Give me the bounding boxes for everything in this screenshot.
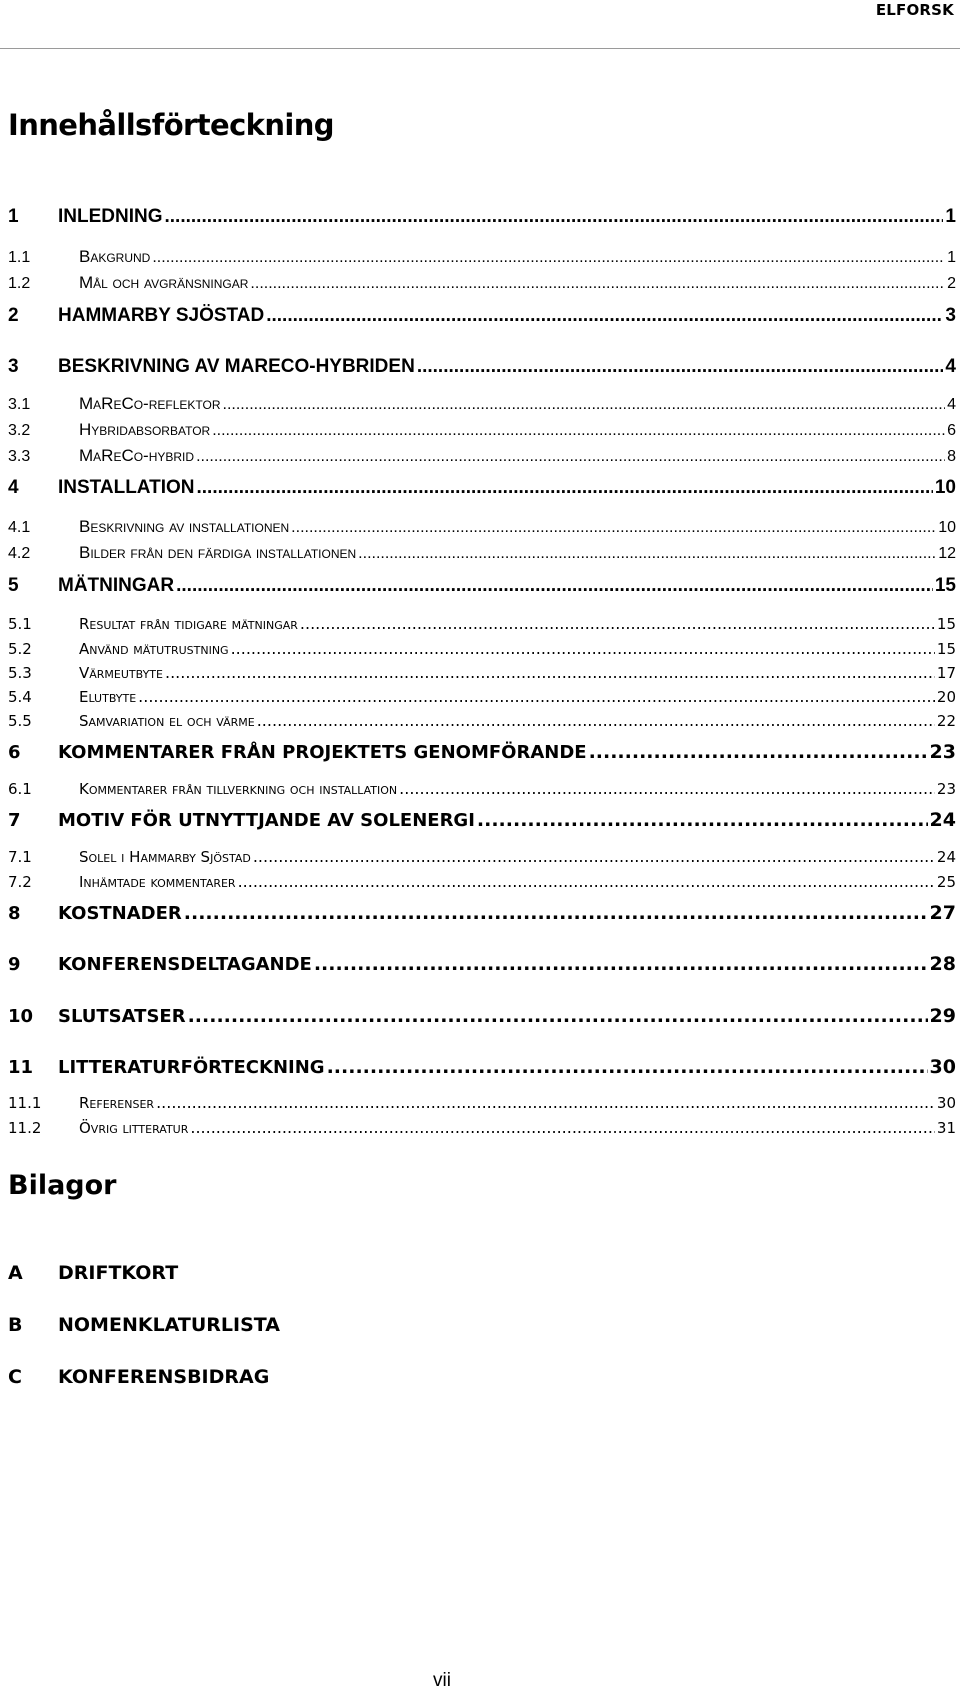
toc-label: Övrig litteratur: [79, 1119, 189, 1137]
toc-label: MOTIV FÖR UTNYTTJANDE AV SOLENERGI: [58, 810, 475, 831]
toc-label: SLUTSATSER: [58, 1006, 186, 1027]
toc-page: 27: [929, 902, 956, 924]
appendix-label: KONFERENSBIDRAG: [58, 1366, 270, 1388]
toc-label: Bilder från den färdiga installationen: [79, 543, 357, 562]
toc-page: 20: [936, 688, 956, 706]
toc-number: 7.2: [8, 873, 32, 891]
toc-leader: [138, 687, 935, 706]
toc-entry[interactable]: [8, 247, 956, 273]
toc-entry[interactable]: [8, 477, 956, 503]
toc-entry[interactable]: [8, 847, 956, 873]
toc-page: 6: [947, 422, 956, 439]
toc-leader: [399, 779, 935, 798]
toc-leader: [197, 477, 933, 499]
toc-leader: [477, 809, 928, 831]
appendices-title: Bilagor: [8, 1170, 117, 1201]
toc-leader: [231, 639, 935, 658]
toc-page: 17: [936, 664, 956, 682]
toc-entry[interactable]: [8, 206, 956, 232]
toc-entry[interactable]: [8, 639, 956, 665]
toc-label: Hybridabsorbator: [79, 420, 211, 439]
toc-leader: [188, 1005, 928, 1027]
toc-label: MaReCo-reflektor: [79, 394, 221, 413]
toc-page: 3: [945, 305, 956, 326]
toc-number: 11.1: [8, 1094, 42, 1112]
toc-leader: [291, 519, 936, 537]
toc-number: 3.2: [8, 422, 31, 439]
toc-entry[interactable]: [8, 687, 956, 713]
toc-page: 28: [929, 953, 956, 975]
toc-page: 15: [934, 575, 956, 596]
appendix-letter: B: [8, 1314, 23, 1336]
toc-leader: [250, 275, 945, 293]
toc-number: 7.1: [8, 848, 32, 866]
toc-entry[interactable]: [8, 711, 956, 737]
toc-number: 3.3: [8, 448, 31, 465]
toc-label: MaReCo-hybrid: [79, 446, 195, 465]
toc-number: 5.5: [8, 712, 32, 730]
toc-leader: [184, 902, 928, 924]
toc-label: Samvariation el och värme: [79, 712, 255, 730]
toc-number: 5: [8, 575, 19, 596]
toc-label: Kommentarer från tillverkning och installation: [79, 780, 398, 798]
header-brand: ELFORSK: [875, 1, 954, 19]
toc-label: LITTERATURFÖRTECKNING: [58, 1057, 325, 1078]
toc-number: 5.3: [8, 664, 32, 682]
toc-number: 5.2: [8, 640, 32, 658]
toc-label: BESKRIVNING AV MARECO-HYBRIDEN: [58, 356, 415, 377]
toc-leader: [156, 1093, 935, 1112]
toc-page: 30: [929, 1056, 956, 1078]
toc-number: 11.2: [8, 1119, 42, 1137]
toc-number: 11: [8, 1057, 34, 1078]
toc-entry[interactable]: [8, 779, 956, 805]
toc-entry[interactable]: [8, 273, 956, 299]
appendix-letter: C: [8, 1366, 22, 1388]
toc-number: 4: [8, 477, 19, 498]
toc-page: 29: [929, 1005, 956, 1027]
toc-page: 22: [936, 712, 956, 730]
toc-page: 12: [938, 545, 956, 562]
toc-number: 3: [8, 356, 19, 377]
toc-page: 2: [947, 275, 956, 292]
appendix-item[interactable]: [8, 1366, 269, 1388]
toc-leader: [300, 614, 935, 633]
toc-page: 1: [945, 206, 956, 227]
toc-entry[interactable]: [8, 902, 956, 928]
toc-number: 6: [8, 742, 21, 763]
toc-page: 15: [936, 615, 956, 633]
toc-entry[interactable]: [8, 420, 956, 446]
toc-page: 10: [934, 477, 956, 498]
toc-leader: [152, 249, 945, 267]
toc-label: Elutbyte: [79, 688, 137, 706]
toc-entry[interactable]: [8, 809, 956, 835]
toc-entry[interactable]: [8, 872, 956, 898]
toc-page: 24: [929, 809, 956, 831]
page-title: Innehållsförteckning: [8, 108, 334, 142]
toc-number: 9: [8, 954, 21, 975]
toc-page: 23: [929, 741, 956, 763]
page-number: vii: [433, 1670, 451, 1691]
toc-label: Referenser: [79, 1094, 155, 1112]
toc-label: KOSTNADER: [58, 903, 182, 924]
toc-entry[interactable]: [8, 1005, 956, 1031]
toc-leader: [358, 545, 936, 563]
toc-label: KOMMENTARER FRÅN PROJEKTETS GENOMFÖRANDE: [58, 742, 587, 763]
toc-entry[interactable]: [8, 305, 956, 331]
toc-label: Solel i Hammarby Sjöstad: [79, 848, 251, 866]
toc-label: INSTALLATION: [58, 477, 195, 498]
toc-number: 5.1: [8, 615, 32, 633]
toc-leader: [165, 206, 944, 228]
toc-label: Inhämtade kommentarer: [79, 873, 236, 891]
toc-entry[interactable]: [8, 614, 956, 640]
toc-entry[interactable]: [8, 517, 956, 543]
toc-label: KONFERENSDELTAGANDE: [58, 954, 312, 975]
appendix-letter: A: [8, 1262, 23, 1284]
toc-leader: [190, 1118, 935, 1137]
toc-label: INLEDNING: [58, 206, 163, 227]
toc-label: Mål och avgränsningar: [79, 273, 249, 292]
toc-entry[interactable]: [8, 741, 956, 767]
toc-entry[interactable]: [8, 1093, 956, 1119]
toc-leader: [327, 1056, 928, 1078]
toc-page: 15: [936, 640, 956, 658]
toc-leader: [196, 448, 945, 466]
toc-number: 4.1: [8, 519, 31, 536]
toc-leader: [212, 422, 945, 440]
toc-page: 4: [947, 396, 956, 413]
toc-leader: [223, 396, 946, 414]
toc-number: 1.2: [8, 275, 31, 292]
toc-page: 31: [936, 1119, 956, 1137]
toc-page: 30: [936, 1094, 956, 1112]
appendix-label: NOMENKLATURLISTA: [58, 1314, 280, 1336]
toc-entry[interactable]: [8, 663, 956, 689]
toc-leader: [589, 741, 928, 763]
toc-page: 1: [947, 249, 956, 266]
toc-number: 5.4: [8, 688, 32, 706]
toc-label: Värmeutbyte: [79, 664, 163, 682]
toc-leader: [314, 953, 928, 975]
toc-label: Beskrivning av installationen: [79, 517, 290, 536]
toc-label: MÄTNINGAR: [58, 575, 175, 596]
toc-page: 25: [936, 873, 956, 891]
toc-leader: [238, 872, 935, 891]
toc-leader: [253, 847, 935, 866]
appendix-label: DRIFTKORT: [58, 1262, 179, 1284]
toc-entry[interactable]: [8, 1056, 956, 1082]
toc-leader: [165, 663, 935, 682]
toc-number: 3.1: [8, 396, 31, 413]
toc-entry[interactable]: [8, 575, 956, 601]
toc-leader: [266, 305, 943, 327]
toc-number: 6.1: [8, 780, 32, 798]
toc-entry[interactable]: [8, 1118, 956, 1144]
appendix-item[interactable]: [8, 1314, 280, 1336]
toc-entry[interactable]: [8, 394, 956, 420]
toc-entry[interactable]: [8, 356, 956, 382]
toc-number: 10: [8, 1006, 34, 1027]
header-rule: [0, 48, 960, 49]
toc-page: 4: [945, 356, 956, 377]
toc-leader: [257, 711, 935, 730]
toc-label: Använd mätutrustning: [79, 640, 229, 658]
toc-number: 1.1: [8, 249, 31, 266]
toc-number: 8: [8, 903, 21, 924]
toc-leader: [417, 356, 944, 378]
toc-entry[interactable]: [8, 953, 956, 979]
toc-page: 23: [936, 780, 956, 798]
toc-number: 4.2: [8, 545, 31, 562]
toc-page: 8: [947, 448, 956, 465]
appendix-item[interactable]: [8, 1262, 178, 1284]
toc-number: 7: [8, 810, 21, 831]
toc-entry[interactable]: [8, 543, 956, 569]
toc-page: 10: [938, 519, 956, 536]
toc-leader: [176, 575, 933, 597]
toc-label: Resultat från tidigare mätningar: [79, 615, 298, 633]
toc-label: HAMMARBY SJÖSTAD: [58, 305, 265, 326]
toc-page: 24: [936, 848, 956, 866]
toc-number: 2: [8, 305, 19, 326]
toc-number: 1: [8, 206, 19, 227]
toc-entry[interactable]: [8, 446, 956, 472]
toc-label: Bakgrund: [79, 247, 151, 266]
